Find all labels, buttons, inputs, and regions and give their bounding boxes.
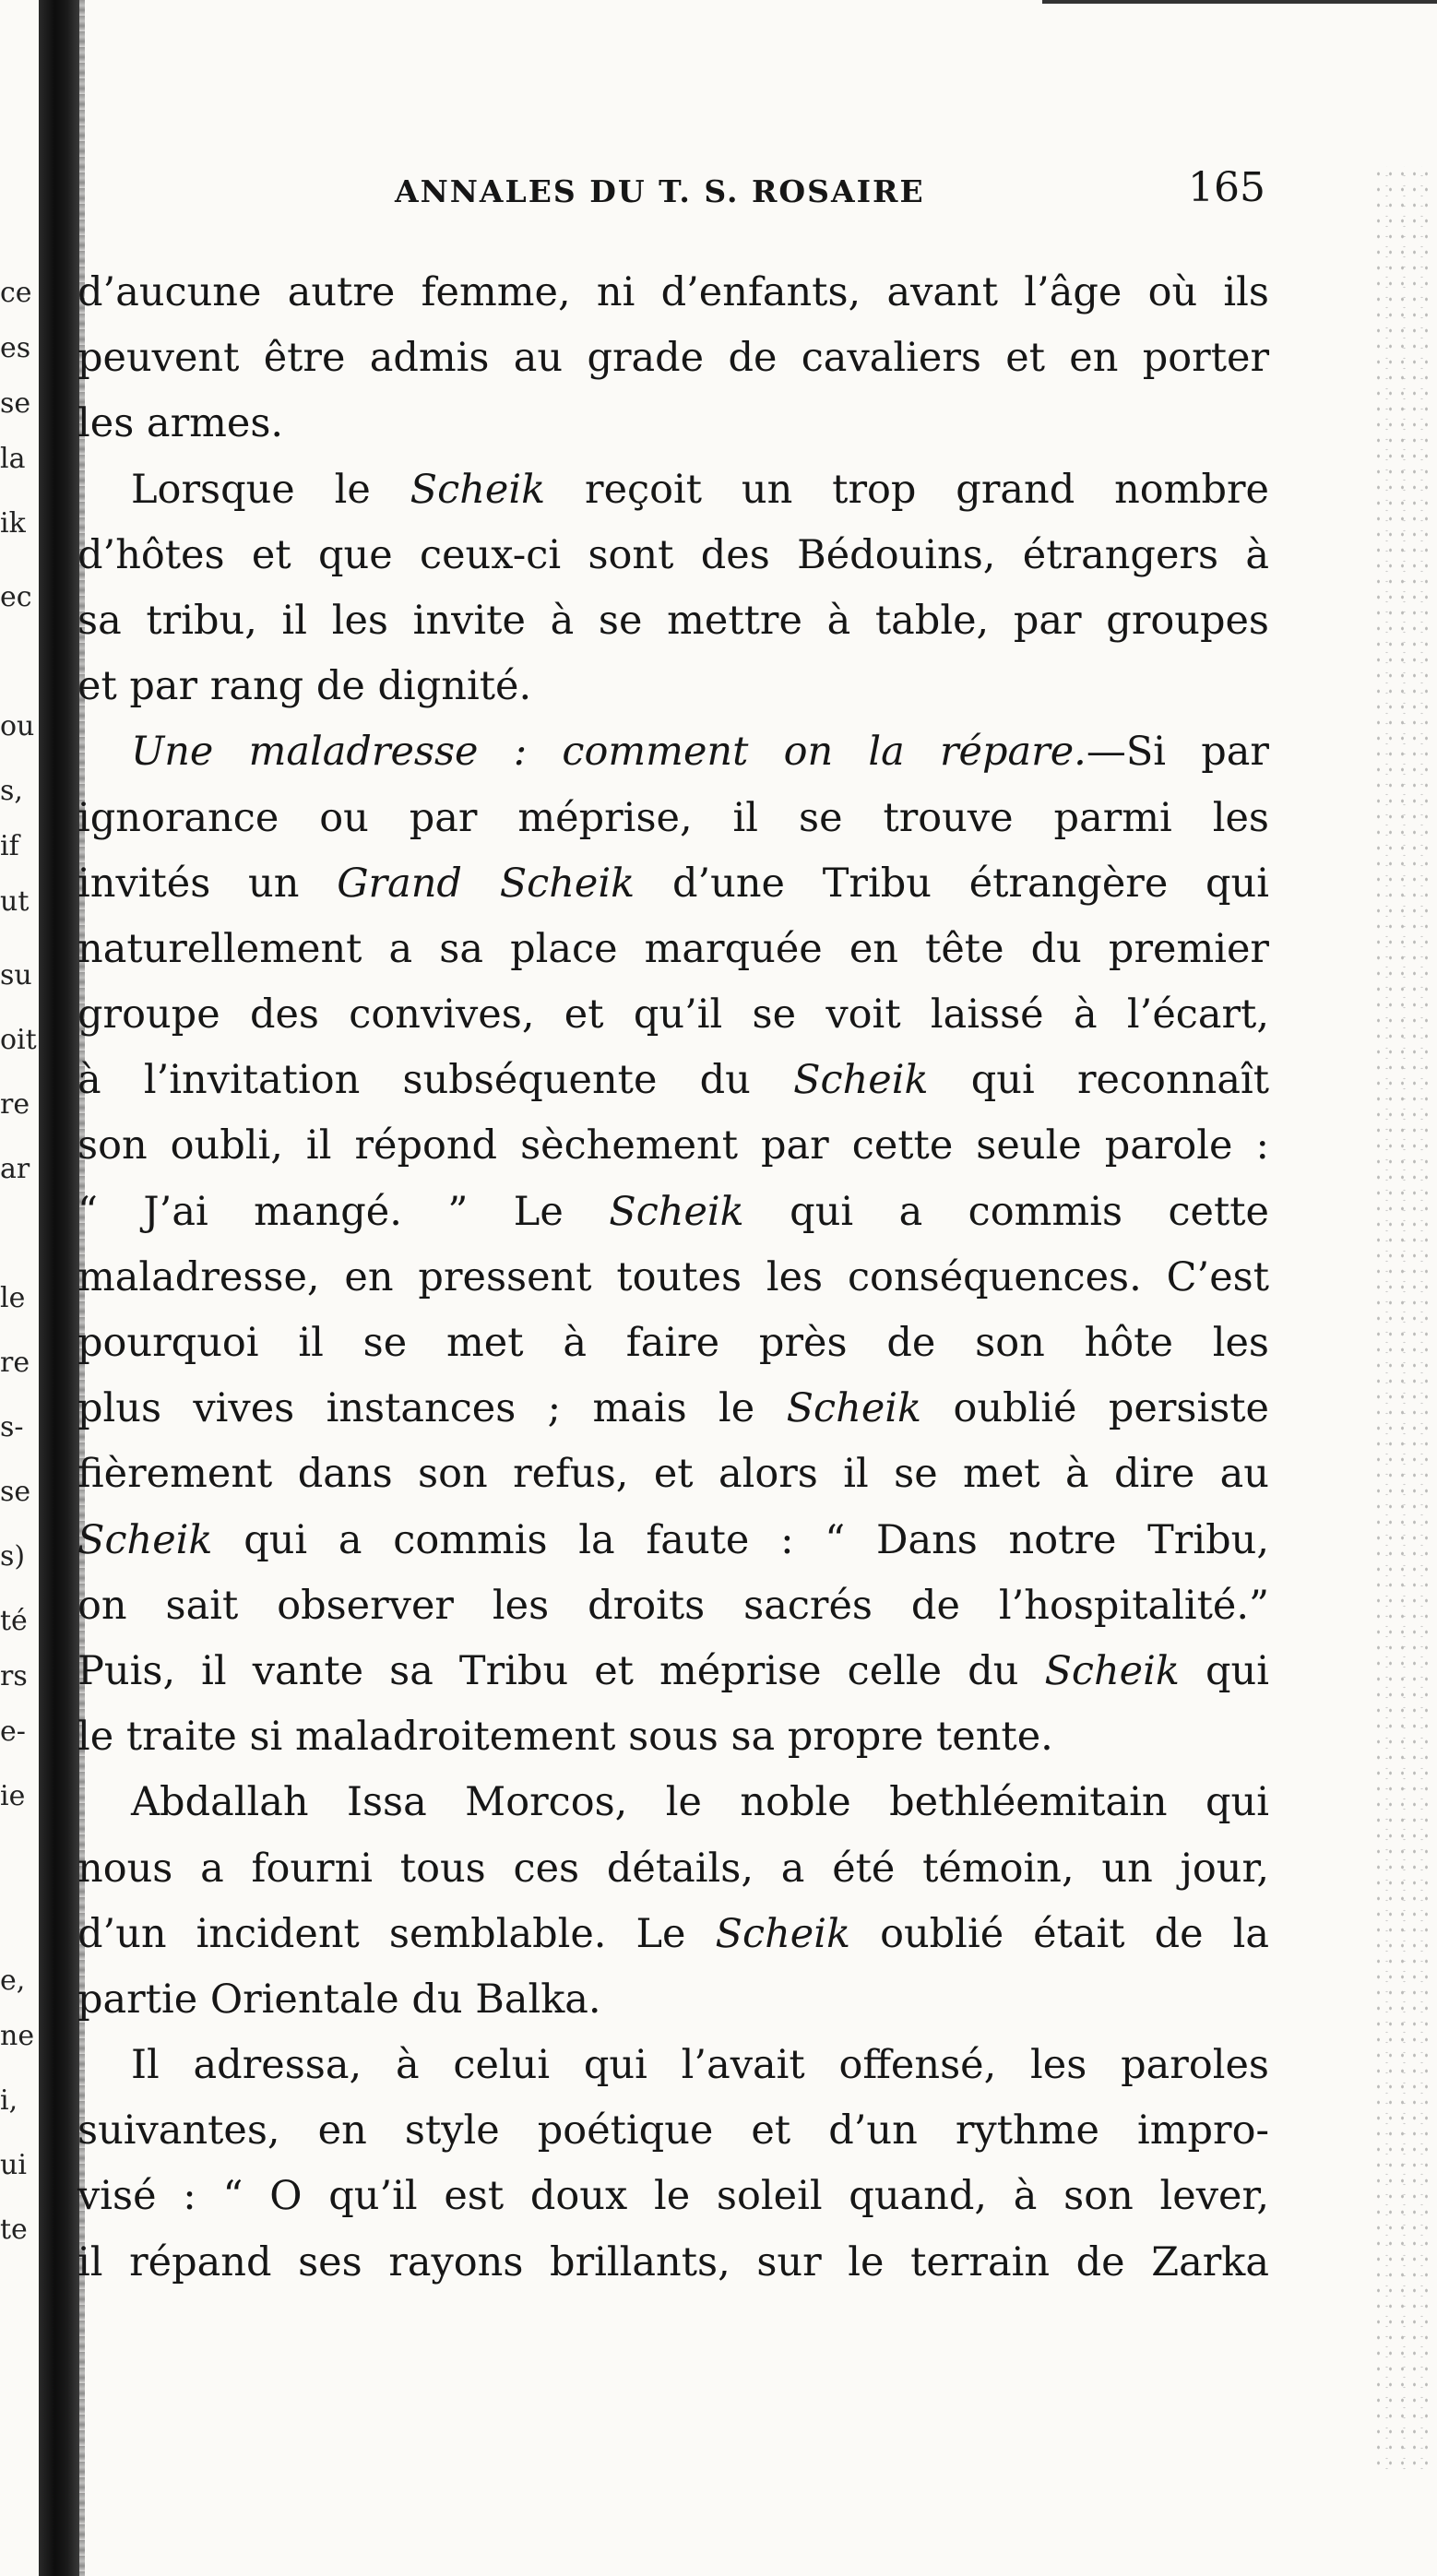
text-run: Il adressa, à celui qui l’avait offensé, les paroles	[131, 2042, 1269, 2089]
text-line	[77, 1508, 1269, 1573]
scan-noise	[1372, 166, 1437, 2472]
text-line	[77, 1639, 1269, 1704]
margin-fragment: s-	[0, 1411, 24, 1443]
italic-run: Scheik	[77, 1516, 213, 1563]
text-run: d’un incident semblable. Le	[77, 1910, 716, 1957]
text-run: qui a commis la faute : “ Dans notre Tribu,	[212, 1516, 1269, 1563]
italic-run: Scheik	[715, 1910, 851, 1957]
text-run: ignorance ou par méprise, il se trouve parmi les	[77, 794, 1269, 841]
margin-fragment: i,	[0, 2084, 18, 2117]
margin-fragment: ou	[0, 710, 35, 742]
margin-fragment: rs	[0, 1660, 28, 1692]
margin-fragment: la	[0, 443, 26, 475]
running-head: ANNALES DU T. S. ROSAIRE	[395, 173, 925, 209]
text-line	[77, 1573, 1269, 1639]
text-line	[77, 260, 1269, 326]
text-line	[77, 982, 1269, 1048]
text-run: fièrement dans son refus, et alors il se met à dire au	[77, 1451, 1269, 1498]
text-run: on sait observer les droits sacrés de l’hospitalité.”	[77, 1582, 1269, 1629]
text-line	[77, 851, 1269, 917]
text-run: groupe des convives, et qu’il se voit laissé à l’écart,	[77, 991, 1269, 1039]
text-run: sa tribu, il les invite à se mettre à table, par groupes	[77, 597, 1269, 644]
text-run: oublié était de la	[850, 1910, 1269, 1957]
margin-fragment: ec	[0, 581, 32, 613]
italic-run: Scheik	[793, 1057, 929, 1104]
text-run: qui a commis cette	[743, 1188, 1269, 1235]
italic-run: Scheik	[1044, 1647, 1180, 1694]
text-run: “ J’ai mangé. ” Le	[77, 1188, 610, 1235]
text-run: son oubli, il répond sèchement par cette seule parole :	[77, 1122, 1269, 1169]
text-run: d’aucune autre femme, ni d’enfants, avant l’âge où ils	[77, 269, 1269, 315]
text-run: nous a fourni tous ces détails, a été témoin, un jour,	[77, 1845, 1269, 1892]
text-line	[77, 1770, 1269, 1835]
text-run: —Si par	[1086, 729, 1269, 776]
text-line	[77, 2098, 1269, 2164]
italic-run: Scheik	[786, 1385, 922, 1432]
margin-fragment: if	[0, 830, 19, 862]
margin-fragment: s)	[0, 1540, 26, 1573]
text-run: pourquoi il se met à faire près de son hôte les	[77, 1320, 1269, 1366]
text-run: qui	[1179, 1647, 1269, 1694]
text-run: d’une Tribu étrangère qui	[635, 860, 1270, 907]
text-line	[77, 2164, 1269, 2229]
page-header	[92, 164, 1291, 220]
italic-run: Grand Scheik	[337, 860, 635, 907]
margin-fragment: es	[0, 332, 31, 364]
text-line	[77, 917, 1269, 982]
text-run: oublié persiste	[921, 1385, 1269, 1432]
text-run: Abdallah Issa Morcos, le noble bethléemitain qui	[131, 1779, 1269, 1826]
margin-fragment: ie	[0, 1780, 26, 1812]
text-run: les armes.	[77, 400, 284, 447]
text-line	[77, 1836, 1269, 1902]
text-line	[77, 654, 1269, 719]
text-line	[77, 1245, 1269, 1311]
text-line	[77, 2033, 1269, 2098]
margin-fragment: se	[0, 1476, 31, 1508]
text-run: peuvent être admis au grade de cavaliers et en porter	[77, 335, 1269, 382]
text-line	[77, 1311, 1269, 1376]
margin-fragment: ne	[0, 2020, 35, 2052]
text-run: et par rang de dignité.	[77, 663, 532, 710]
text-run: Lorsque le	[131, 466, 410, 513]
text-line	[77, 588, 1269, 654]
page-number: 165	[1188, 164, 1265, 211]
text-line	[77, 1048, 1269, 1113]
text-line	[77, 1967, 1269, 2033]
text-line	[77, 391, 1269, 457]
margin-fragment: se	[0, 387, 31, 420]
italic-run: Scheik	[410, 466, 546, 513]
text-line	[77, 1902, 1269, 1967]
text-line	[77, 719, 1269, 785]
text-run: il répand ses rayons brillants, sur le terrain de Zarka	[77, 2238, 1269, 2285]
text-run: visé : “ O qu’il est doux le soleil quand, à son lever,	[77, 2173, 1269, 2220]
text-line	[77, 2230, 1269, 2296]
text-line	[77, 457, 1269, 523]
margin-fragment: ar	[0, 1153, 30, 1185]
facing-page-fragments	[0, 0, 37, 2576]
margin-fragment: re	[0, 1347, 30, 1379]
text-line	[77, 1180, 1269, 1245]
margin-fragment: ik	[0, 507, 26, 540]
text-run: naturellement a sa place marquée en tête du premier	[77, 925, 1269, 972]
text-line	[77, 1442, 1269, 1507]
margin-fragment: re	[0, 1088, 30, 1121]
margin-fragment: ut	[0, 885, 30, 918]
margin-fragment: te	[0, 2214, 28, 2246]
margin-fragment: ce	[0, 277, 32, 309]
text-run: plus vives instances ; mais le	[77, 1385, 787, 1432]
text-run: d’hôtes et que ceux-ci sont des Bédouins, étrangers à	[77, 531, 1269, 578]
margin-fragment: le	[0, 1282, 26, 1314]
top-edge-rule	[1042, 0, 1437, 4]
text-line	[77, 1113, 1269, 1179]
text-run: à l’invitation subséquente du	[77, 1057, 794, 1104]
margin-fragment: su	[0, 959, 32, 991]
text-run: maladresse, en pressent toutes les conséquences. C’est	[77, 1253, 1269, 1300]
text-run: invités un	[77, 860, 338, 907]
body-text	[77, 260, 1269, 2296]
text-line	[77, 1704, 1269, 1770]
text-run: partie Orientale du Balka.	[77, 1976, 601, 2023]
margin-fragment: s,	[0, 775, 23, 807]
text-run: suivantes, en style poétique et d’un rythme impro-	[77, 2107, 1269, 2155]
text-line	[77, 326, 1269, 391]
text-line	[77, 523, 1269, 588]
margin-fragment: té	[0, 1605, 28, 1637]
margin-fragment: e,	[0, 1965, 26, 1997]
margin-fragment: ui	[0, 2149, 27, 2181]
text-run: le traite si maladroitement sous sa propre tente.	[77, 1714, 1053, 1761]
margin-fragment: oit	[0, 1024, 37, 1056]
text-line	[77, 1376, 1269, 1442]
text-line	[77, 786, 1269, 851]
book-binding-shadow	[39, 0, 79, 2576]
italic-run: Une maladresse : comment on la répare.	[131, 729, 1087, 776]
margin-fragment: e-	[0, 1715, 26, 1748]
italic-run: Scheik	[609, 1188, 744, 1235]
text-run: qui reconnaît	[928, 1057, 1269, 1104]
text-run: reçoit un trop grand nombre	[545, 466, 1269, 513]
text-run: Puis, il vante sa Tribu et méprise celle du	[77, 1647, 1045, 1694]
